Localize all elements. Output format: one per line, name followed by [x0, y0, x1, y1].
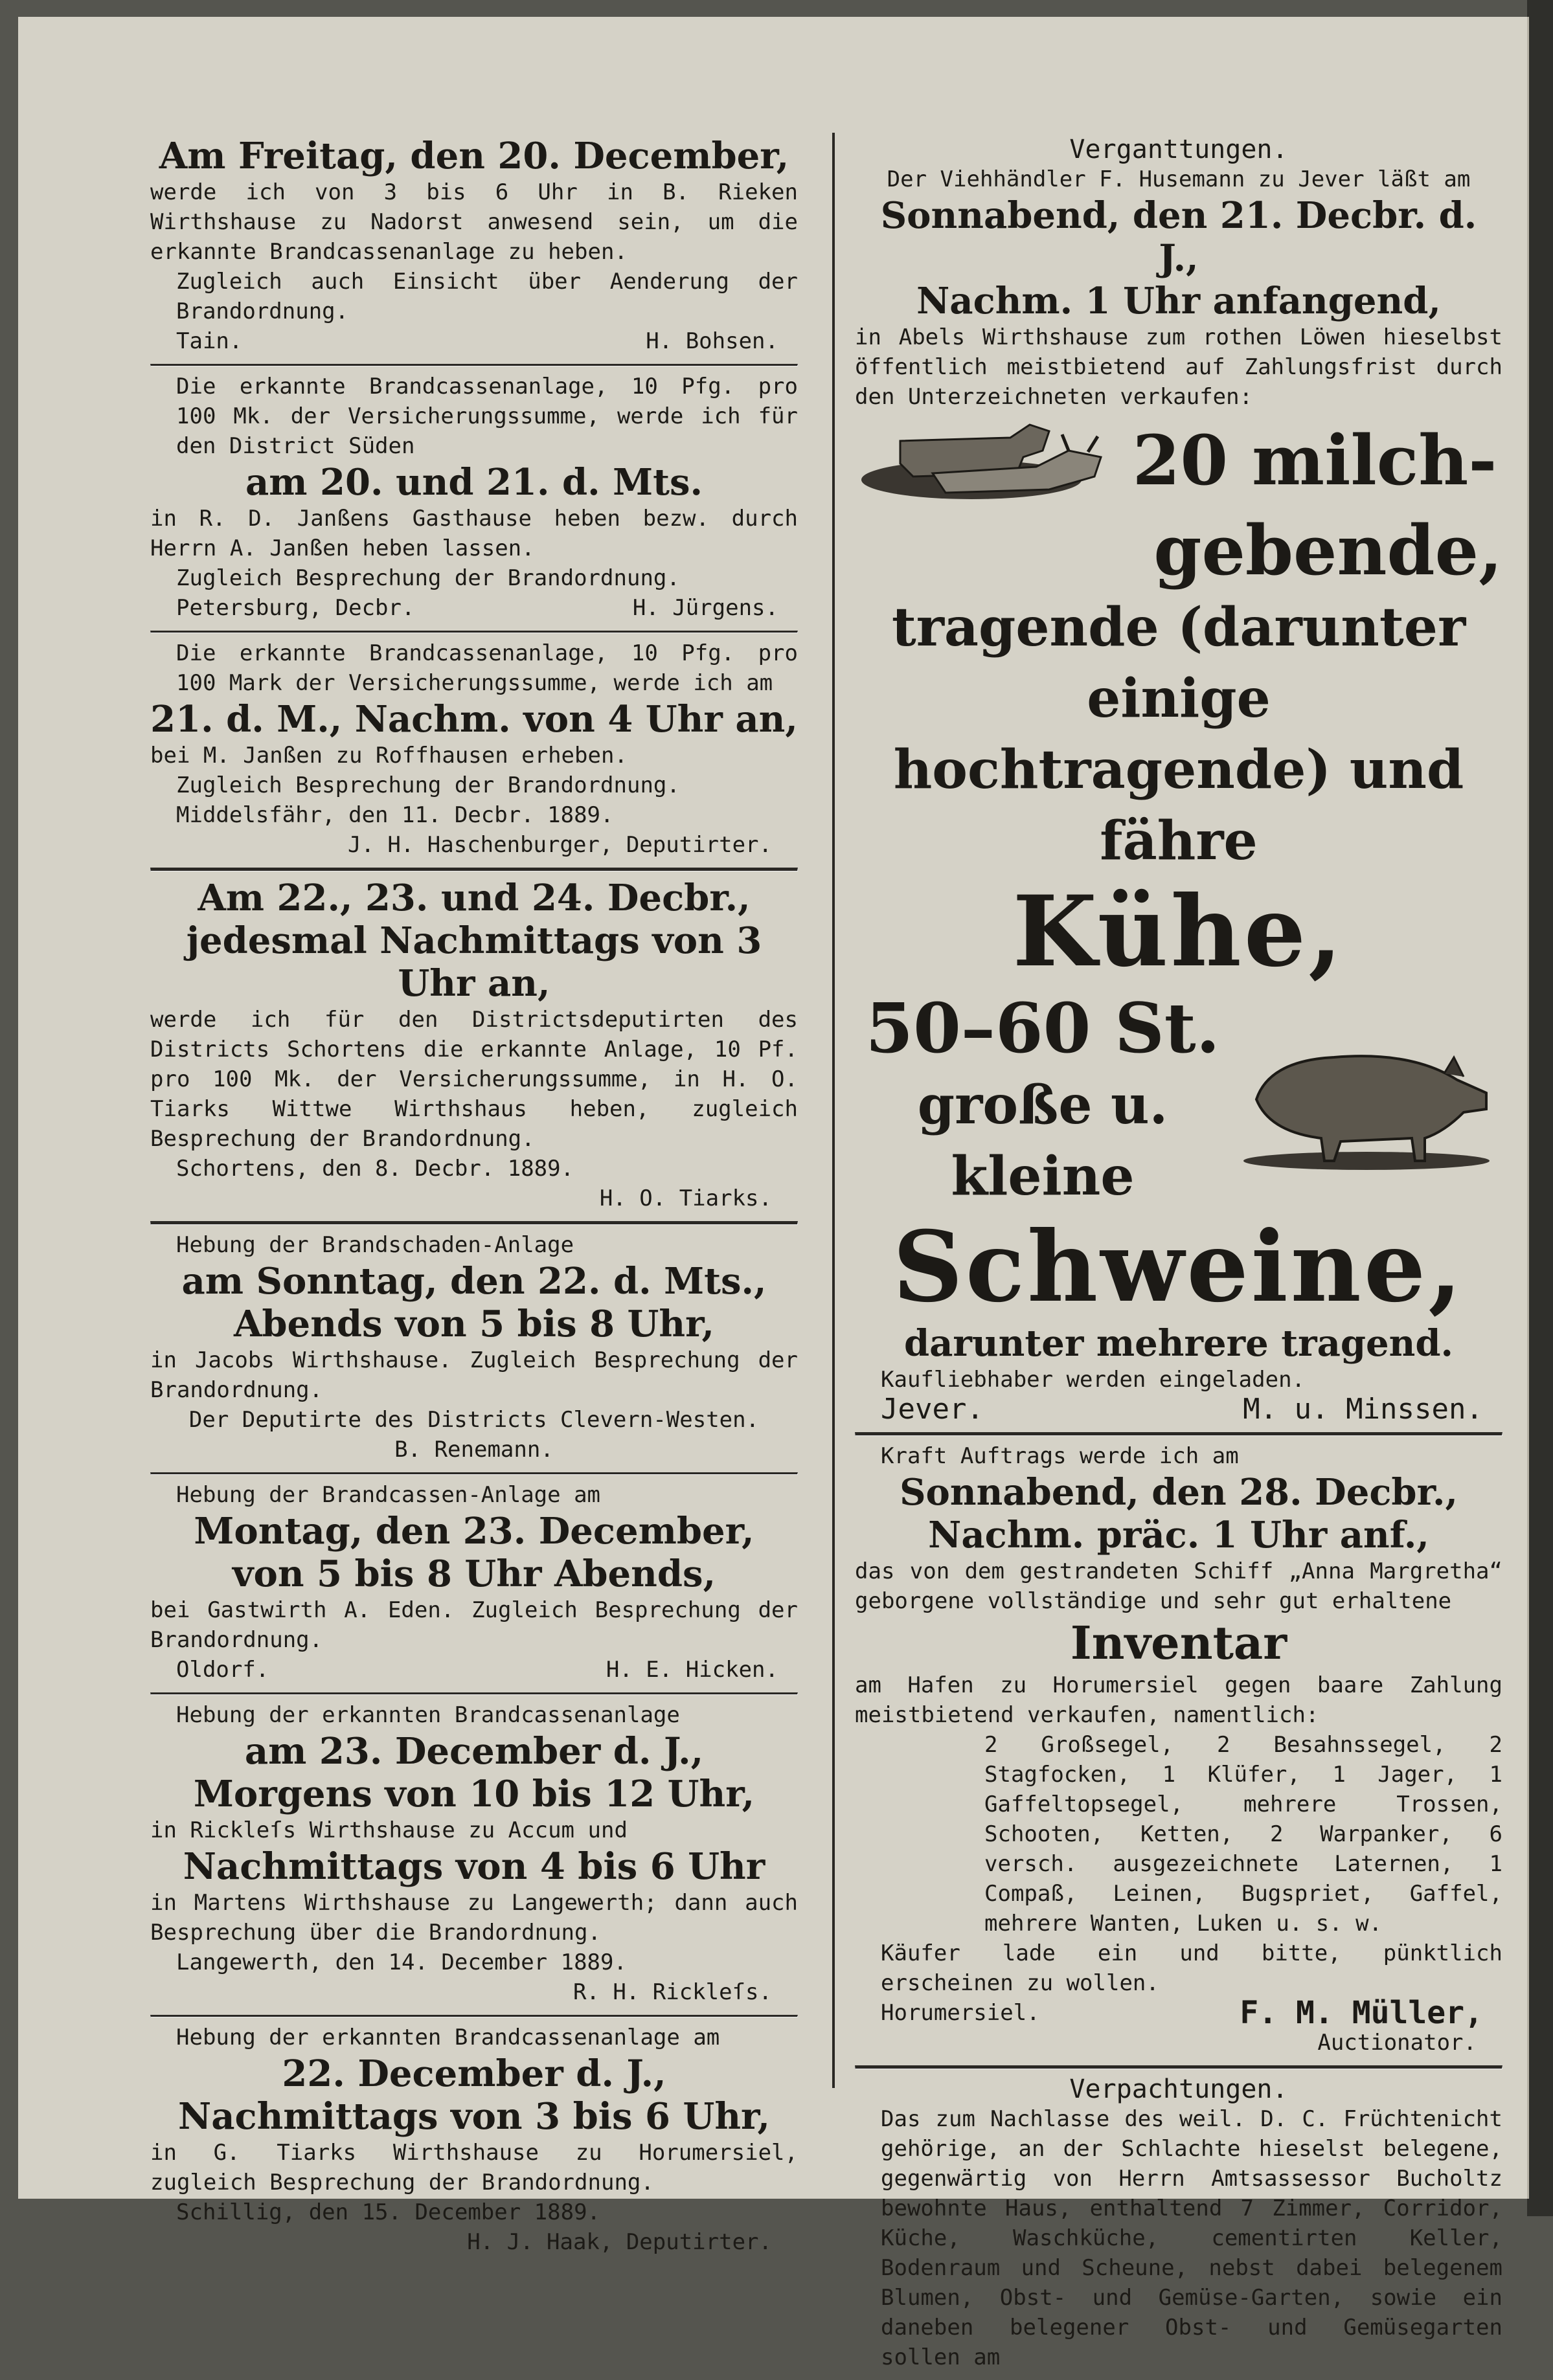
ad-place: Langewerth, den 14. December 1889. — [176, 1949, 627, 1975]
ad-middelsfaehr — [150, 633, 798, 868]
ad-signer: H. Jürgens. — [632, 595, 778, 621]
ad-body: Zugleich Besprechung der Brandordnung. — [176, 772, 680, 798]
ad-body: Der Deputirte des Districts Clevern-Westen. — [188, 1407, 760, 1433]
ad-headline: Nachm. präc. 1 Uhr anf., — [928, 1514, 1429, 1556]
ad-signature — [150, 326, 798, 356]
ad-signer: J. H. Haschenburger, Deputirter. — [347, 832, 772, 858]
ad-body: in Jacobs Wirthshause. Zugleich Besprechung der Brandordnung. — [150, 1347, 798, 1403]
ad-oldorf — [150, 1475, 798, 1692]
ad-body: am Hafen zu Horumersiel gegen baare Zahlung meistbietend verkaufen, namentlich: — [855, 1672, 1502, 1728]
column-divider — [832, 133, 835, 2088]
ad-body: bei Gastwirth A. Eden. Zugleich Besprechung der Brandordnung. — [150, 1597, 798, 1653]
ad-headline: Sonnabend, den 21. Decbr. d. J., — [880, 194, 1477, 280]
ad-headline: am 20. und 21. d. Mts. — [245, 461, 703, 504]
ad-big-text: tragende (darunter einige — [891, 596, 1466, 730]
ad-big-text: 50–60 St. — [865, 987, 1220, 1068]
ad-headline: von 5 bis 8 Uhr Abends, — [232, 1553, 716, 1595]
ad-big-text: hochtragende) und fähre — [893, 739, 1464, 872]
ad-body: Der Viehhändler F. Husemann zu Jever läßt am — [887, 166, 1471, 192]
section-heading: Verganttungen. — [1069, 135, 1288, 164]
ad-place: Oldorf. — [176, 1657, 269, 1683]
ad-body: werde ich von 3 bis 6 Uhr in B. Rieken Wirthshause zu Nadorst anwesend sein, um die erkannte Brandcassenanlage zu heben. — [150, 179, 798, 265]
ad-place: Horumersiel. — [881, 2000, 1040, 2026]
ad-schillig — [150, 2017, 798, 2265]
ad-headline: am 23. December d. J., — [244, 1730, 704, 1773]
ad-signature — [855, 1395, 1502, 1424]
ad-signer: M. u. Minssen. — [1243, 1393, 1483, 1426]
ad-headline: darunter mehrere tragend. — [903, 1322, 1454, 1365]
ad-body: in Martens Wirthshause zu Langewerth; dann auch Besprechung über die Brandordnung. — [150, 1890, 798, 1946]
ad-body: Die erkannte Brandcassenanlage, 10 Pfg. pro 100 Mark der Versicherungssumme, werde ich am — [176, 640, 798, 696]
ad-langewerth — [150, 1695, 798, 2015]
ad-headline: Abends von 5 bis 8 Uhr, — [233, 1303, 715, 1345]
ad-headline: Nachmittags von 3 bis 6 Uhr, — [178, 2095, 770, 2138]
auction-cattle — [855, 129, 1502, 1432]
ad-signer: F. M. Müller, — [1240, 1995, 1483, 2031]
ad-signature — [150, 1655, 798, 1685]
ad-lead: Hebung der erkannten Brandcassenanlage am — [176, 2025, 720, 2050]
ad-big-text: Kühe, — [1012, 875, 1345, 989]
ad-big-text: Schweine, — [892, 1210, 1465, 1324]
ad-signer: R. H. Rickleſs. — [572, 1979, 772, 2005]
pig-illustration — [1230, 1022, 1502, 1177]
ad-signer: H. E. Hicken. — [606, 1657, 778, 1683]
ad-body: in Rickleſs Wirthshause zu Accum und — [150, 1817, 628, 1843]
pigs-row — [855, 987, 1502, 1212]
ad-place: Petersburg, Decbr. — [176, 595, 415, 621]
ad-body: in R. D. Janßens Gasthause heben bezw. durch Herrn A. Janßen heben lassen. — [150, 506, 798, 561]
ad-headline: Morgens von 10 bis 12 Uhr, — [193, 1773, 755, 1815]
ad-body: in Abels Wirthshause zum rothen Löwen hieselbst öffentlich meistbietend auf Zahlungsfrist durch den Unterzeichneten verkaufen: — [855, 324, 1502, 410]
ad-body: Das zum Nachlasse des weil. D. C. Früchtenicht gehörige, an der Schlachte hieselst belegene, gegenwärtig von Herrn Amtsassessor Bucholtz bewohnte Haus, enthaltend 7 Zimmer, Corridor, Küche, Waschküche, cementirten Keller, Bodenraum und Scheune, nebst dabei belegenem Blumen, Obst- und Gemüse-Garten, sowie ein daneben belegener Obst- und Gemüsegarten sollen am — [881, 2106, 1502, 2370]
lease-notice — [855, 2069, 1502, 2380]
ad-headline: jedesmal Nachmittags von 3 Uhr an, — [186, 919, 762, 1005]
ad-body: Kaufliebhaber werden eingeladen. — [881, 1367, 1306, 1393]
section-heading: Verpachtungen. — [1069, 2074, 1288, 2104]
ad-headline: Montag, den 23. December, — [194, 1510, 754, 1553]
ad-signer: H. O. Tiarks. — [599, 1185, 772, 1211]
ad-body: Kraft Auftrags werde ich am — [881, 1443, 1239, 1469]
ad-big-text: 20 milch- — [1132, 420, 1497, 500]
ad-signer: B. Renemann. — [394, 1437, 554, 1463]
ad-big-text: gebende, — [1153, 510, 1502, 590]
ad-lead: Hebung der erkannten Brandcassenanlage — [176, 1702, 680, 1728]
ad-headline: Sonnabend, den 28. Decbr., — [900, 1471, 1458, 1514]
ad-headline: am Sonntag, den 22. d. Mts., — [181, 1260, 767, 1303]
ad-headline: 22. December d. J., — [282, 2052, 666, 2095]
auction-ship-inventory — [855, 1436, 1502, 2065]
ad-place: Schortens, den 8. Decbr. 1889. — [176, 1156, 574, 1182]
ad-sueden — [150, 366, 798, 631]
item-list: 2 Großsegel, 2 Besahnssegel, 2 Stagfocken, 1 Klüfer, 1 Jager, 1 Gaffeltopsegel, mehrere Trossen, Schooten, Ketten, 2 Warpanker, 6 versch. ausgezeichnete Laternen, 1 Compaß, Leinen, Bugspriet, Gaffel, mehrere Wanten, Luken u. s. w. — [984, 1732, 1502, 1937]
ad-headline: Am Freitag, den 20. December, — [159, 135, 789, 177]
ad-body: bei M. Janßen zu Roffhausen erheben. — [150, 743, 628, 769]
ad-clevern — [150, 1225, 798, 1472]
ad-body: Die erkannte Brandcassenanlage, 10 Pfg. pro 100 Mk. der Versicherungssumme, werde ich für den District Süden — [176, 374, 798, 459]
ad-signature — [150, 593, 798, 623]
ad-place: Tain. — [176, 328, 243, 354]
ad-headline: Am 22., 23. und 24. Decbr., — [198, 877, 751, 919]
ad-signature — [855, 1995, 1502, 2031]
ad-headline: Inventar — [1070, 1616, 1287, 1670]
ad-place: Jever. — [881, 1393, 984, 1426]
ad-body: das von dem gestrandeten Schiff „Anna Margretha“ geborgene vollständige und sehr gut erhaltene — [855, 1558, 1502, 1614]
cows-row — [855, 412, 1502, 509]
ad-signer-title: Auctionator. — [1317, 2030, 1477, 2056]
ad-body: Käufer lade ein und bitte, pünktlich erscheinen zu wollen. — [881, 1940, 1502, 1996]
ad-body: werde ich für den Districtsdeputirten des Districts Schortens die erkannte Anlage, 10 Pf. pro 100 Mk. der Versicherungssumme, in H. O. Tiarks Wittwe Wirthshaus heben, zugleich Besprechung der Brandordnung. — [150, 1007, 798, 1152]
right-column — [855, 129, 1502, 2380]
ad-schortens — [150, 871, 798, 1221]
cow-illustration — [855, 412, 1127, 509]
ad-body: Zugleich auch Einsicht über Aenderung der Brandordnung. — [176, 269, 798, 324]
ad-signer: H. Bohsen. — [646, 328, 778, 354]
ad-nadorst — [150, 129, 798, 364]
pigs-text — [855, 987, 1230, 1212]
ad-place: Middelsfähr, den 11. Decbr. 1889. — [176, 802, 614, 828]
ad-body: Zugleich Besprechung der Brandordnung. — [176, 565, 680, 591]
ad-body: in G. Tiarks Wirthshause zu Horumersiel, zugleich Besprechung der Brandordnung. — [150, 2140, 798, 2195]
ad-headline: Nachm. 1 Uhr anfangend, — [916, 280, 1441, 322]
ad-signer: H. J. Haak, Deputirter. — [467, 2229, 772, 2255]
ad-lead: Hebung der Brandcassen-Anlage am — [176, 1482, 601, 1508]
ad-lead: Hebung der Brandschaden-Anlage — [176, 1232, 574, 1258]
ad-place: Schillig, den 15. December 1889. — [176, 2199, 601, 2225]
scan-edge — [1527, 0, 1553, 2216]
ad-big-text: große u. kleine — [917, 1074, 1168, 1207]
ad-headline: Nachmittags von 4 bis 6 Uhr — [183, 1845, 765, 1888]
left-column — [150, 129, 798, 2265]
ad-headline: 21. d. M., Nachm. von 4 Uhr an, — [150, 698, 798, 741]
